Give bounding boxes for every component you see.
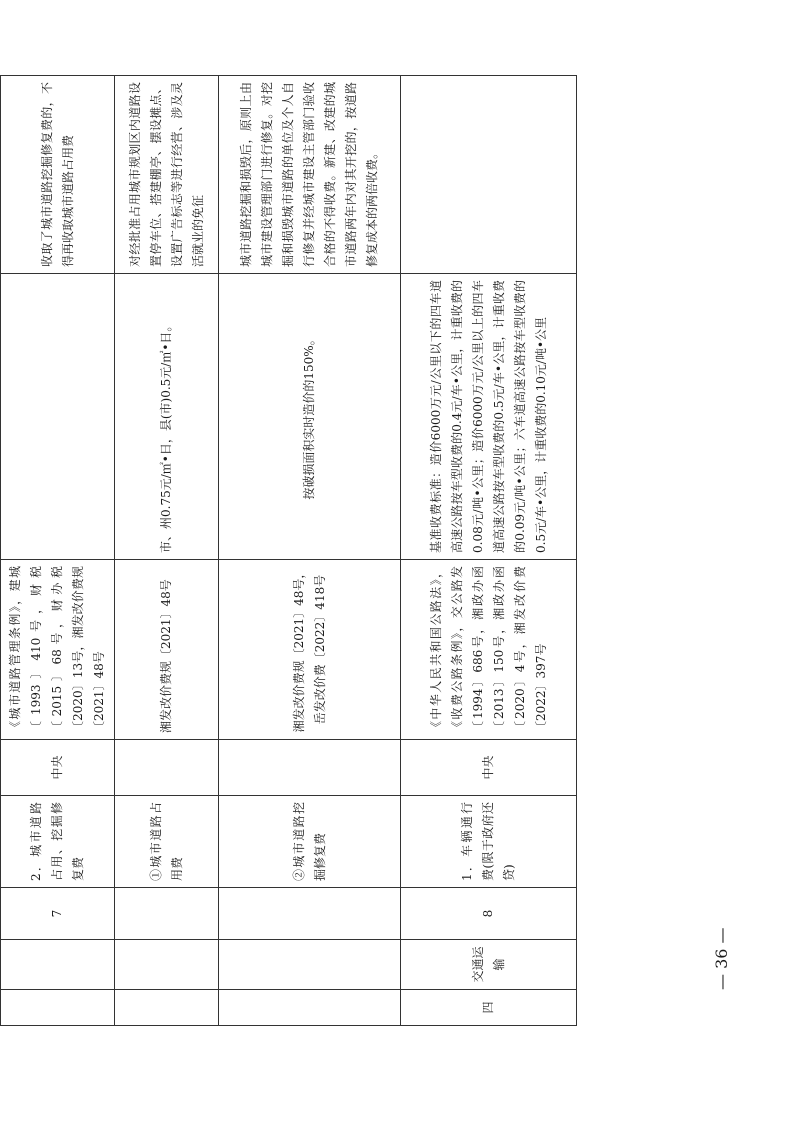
standard-cell: 按破损面积实时造价的150%。 [219,274,401,560]
category-cell [219,940,401,990]
standard-cell: 市、州0.75元/㎡•日，县(市)0.5元/㎡•日。 [115,274,219,560]
num-cell [115,888,219,940]
num-cell: 7 [1,888,115,940]
level-cell: 中央 [1,740,115,796]
note-cell: 对经批准占用城市规划区内道路设置停车位、搭建棚亭、摆设摊点、设置广告标志等进行经营、涉及灵活就业的免征 [115,76,219,274]
basis-cell: 《城市道路管理条例》，建城〔1993〕410号，财税〔2015〕68号，财办税〔2020〕13号，湘发改价费规〔2021〕48号 [1,560,115,740]
page-number: — 36 — [712,927,731,990]
level-cell [115,740,219,796]
category-cell [115,940,219,990]
level-cell: 中央 [401,740,577,796]
note-cell: 收取了城市道路挖掘修复费的，不得再收取城市道路占用费 [1,76,115,274]
item-cell: 1．车辆通行费(限于政府还贷) [401,796,577,888]
table-row [115,76,219,1026]
item-cell: ①城市道路占用费 [115,796,219,888]
seq-cell [219,990,401,1026]
fee-table [0,75,577,1026]
table-row [1,76,115,1026]
basis-cell: 《中华人民共和国公路法》，《收费公路条例》，交公路发〔1994〕686号，湘政办函〔2013〕150号，湘政办函〔2020〕4号，湘发改价费〔2022〕397号 [401,560,577,740]
seq-cell [1,990,115,1026]
item-cell: 2．城市道路占用、挖掘修复费 [1,796,115,888]
table-row [219,76,401,1026]
standard-cell: 基准收费标准：造价6000万元/公里以下的四车道高速公路按车型收费的0.4元/车•公里，计重收费的0.08元/吨•公里；造价6000万元/公里以上的四车道高速公路按车型收费的0.5元/车•公里，计重收费的0.09元/吨•公里；六车道高速公路按车型收费的0.5元/车•公里，计重收费的0.10元/吨•公里 [401,274,577,560]
category-cell [1,940,115,990]
note-cell: 城市道路挖掘和损毁后，原则上由城市建设管理部门进行修复。对挖掘和损毁城市道路的单位及个人自行修复并经城市建设主管部门验收合格的不得收费。新建、改建的城市道路两年内对其开挖的，按道路修复成本的两倍收费。 [219,76,401,274]
item-cell: ②城市道路挖掘修复费 [219,796,401,888]
basis-cell: 湘发改价费规〔2021〕48号 [115,560,219,740]
note-cell [401,76,577,274]
seq-cell: 四 [401,990,577,1026]
level-cell [219,740,401,796]
table-row [401,76,577,1026]
num-cell: 8 [401,888,577,940]
basis-cell: 湘发改价费规〔2021〕48号，岳发改价费〔2022〕418号 [219,560,401,740]
seq-cell [115,990,219,1026]
standard-cell [1,274,115,560]
category-cell: 交通运输 [401,940,577,990]
rotated-page-content [0,76,560,1026]
num-cell [219,888,401,940]
